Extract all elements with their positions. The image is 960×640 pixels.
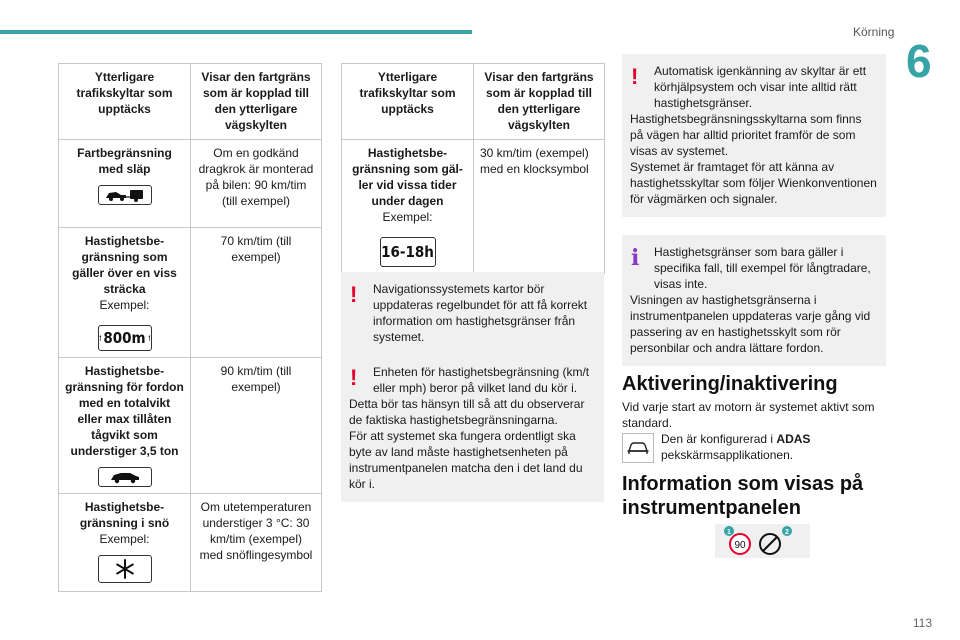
info-icon: i xyxy=(631,245,640,271)
car-trailer-icon xyxy=(98,185,152,205)
table-header-col2: Visar den fartgräns som är kopplad till den ytterligare vägskylten xyxy=(474,64,605,140)
warning-icon: ! xyxy=(350,365,358,390)
table-header-row xyxy=(59,64,322,140)
note-text: Navigationssystemets kartor bör uppdateras regelbundet för att få korrekt information om hastighetsgränser från systemet. xyxy=(373,282,588,344)
table-cell-sign xyxy=(59,494,191,592)
car-icon xyxy=(98,467,152,487)
sign-name: Hastighetsbegränsning som gäller vid vissa tider under dagen xyxy=(352,146,463,208)
sign-name: Fartbegränsning med släp xyxy=(77,146,172,176)
page-number: 113 xyxy=(912,616,932,630)
table-row xyxy=(342,140,605,274)
note-text: Visningen av hastighetsgränserna i instrumentpanelen uppdateras varje gång vid passering av en hastighetsskylt som rör personbilar och andra lättare fordon. xyxy=(630,293,871,355)
auto-recognition-warning-note xyxy=(622,54,886,217)
time-sign-icon xyxy=(380,237,436,267)
sign-label: 800m xyxy=(103,329,146,347)
adas-car-icon xyxy=(622,433,654,463)
table-cell-sign xyxy=(59,140,191,228)
activation-heading: Aktivering/inaktivering xyxy=(622,373,838,395)
table-row xyxy=(59,228,322,358)
note-text: Hastighetsgränser som bara gäller i specifika fall, till exempel för långtradare, visas inte. xyxy=(654,245,871,291)
table-cell-desc: 90 km/tim (till exempel) xyxy=(191,358,322,494)
additional-signs-table-2 xyxy=(341,63,605,274)
note-text: Detta bör tas hänsyn till så att du observerar de faktiska hastighetsbegränsningarna. xyxy=(349,397,585,427)
adas-keyword: ADAS xyxy=(776,432,811,446)
example-label: Exempel: xyxy=(99,298,150,312)
note-text: Enheten för hastighetsbegränsning (km/t eller mph) beror på vilket land du kör i. xyxy=(373,365,590,395)
sign-name: Hastighetsbegränsning i snö xyxy=(79,500,170,530)
table-header-col1: Ytterligare trafikskyltar som upptäcks xyxy=(342,64,474,140)
note-text: Automatisk igenkänning av skyltar är ett körhjälpsystem och visar inte alltid rätt hastighetsgränser. xyxy=(654,64,867,110)
table-header-col2: Visar den fartgräns som är kopplad till den ytterligare vägskylten xyxy=(191,64,322,140)
adas-prefix: Den är konfigurerad i xyxy=(661,432,777,446)
note-text: Systemet är framtaget för att känna av hastighetsskyltar som följer Wienkonventionen för vägmärken och signaler. xyxy=(630,160,877,206)
note-text: För att systemet ska fungera ordentligt ska byte av land måste hastighetsenheten på instrumentpanelen matcha den i det land du kör i. xyxy=(349,429,583,491)
snowflake-icon xyxy=(98,555,152,583)
additional-signs-table-1 xyxy=(58,63,322,592)
table-cell-desc: 70 km/tim (till exempel) xyxy=(191,228,322,358)
table-cell-desc: 30 km/tim (exempel) med en klocksymbol xyxy=(474,140,605,274)
table-cell-desc: Om utetemperaturen understiger 3 °C: 30 km/tim (exempel) med snöflingesymbol xyxy=(191,494,322,592)
example-label: Exempel: xyxy=(99,532,150,546)
trucks-info-note xyxy=(622,235,886,366)
table-cell-sign xyxy=(59,228,191,358)
sign-name: Hastighetsbegränsning för fordon med en totalvikt eller max tillåten tågvikt som understiger 3,5 ton xyxy=(65,364,184,458)
nav-warning-note xyxy=(341,272,604,355)
sign-name: Hastighetsbegränsning som gäller över en viss sträcka xyxy=(72,234,177,296)
chapter-number: 6 xyxy=(906,35,932,87)
marker-2-label: 2 xyxy=(785,529,789,536)
sign-label: 16-18h xyxy=(381,243,434,261)
dashboard-info-heading: Information som visas på instrumentpanelen xyxy=(622,473,864,519)
header-accent-bar xyxy=(0,30,472,34)
end-of-limit-slash xyxy=(763,537,777,551)
table-row xyxy=(59,494,322,592)
example-label: Exempel: xyxy=(382,210,433,224)
adas-suffix: pekskärmsapplikationen. xyxy=(661,448,794,462)
chapter-label: Körning xyxy=(853,25,895,39)
warning-icon: ! xyxy=(350,282,358,307)
speed-limit-value: 90 xyxy=(734,540,746,551)
dashboard-illustration xyxy=(715,524,810,558)
table-cell-desc: Om en godkänd dragkrok är monterad på bilen: 90 km/tim (till exempel) xyxy=(191,140,322,228)
table-row xyxy=(59,358,322,494)
table-row xyxy=(59,140,322,228)
adas-config-text xyxy=(661,431,861,463)
marker-1-label: 1 xyxy=(727,529,731,536)
note-text: Hastighetsbegränsningsskyltarna som finns på vägen har alltid prioritet framför de som visas av systemet. xyxy=(630,112,862,158)
warning-icon: ! xyxy=(631,64,639,89)
table-header-col1: Ytterligare trafikskyltar som upptäcks xyxy=(59,64,191,140)
table-header-row xyxy=(342,64,605,140)
table-cell-sign xyxy=(342,140,474,274)
unit-warning-note xyxy=(341,355,604,502)
distance-arrows-icon xyxy=(98,325,152,351)
activation-text: Vid varje start av motorn är systemet aktivt som standard. xyxy=(622,400,875,430)
table-cell-sign xyxy=(59,358,191,494)
